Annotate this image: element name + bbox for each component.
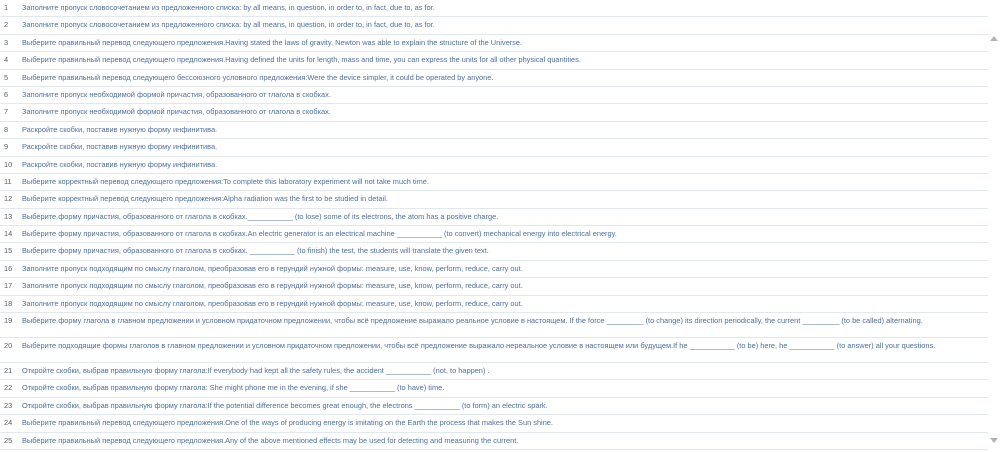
list-item[interactable] xyxy=(0,52,988,69)
question-text[interactable]: Заполните пропуск словосочетанием из предложенного списка: by all means, in question, in order to, in fact, due to, as for. xyxy=(22,3,435,12)
question-text[interactable]: Выберите правильный перевод следующего предложения.One of the ways of producing energy is imitating on the Earth the process that makes the Sun shine. xyxy=(22,418,553,428)
question-number: 13 xyxy=(4,211,13,221)
question-number: 21 xyxy=(4,366,13,376)
list-item[interactable] xyxy=(0,104,988,121)
question-number: 17 xyxy=(4,281,13,291)
question-text[interactable]: Заполните пропуск подходящим по смыслу глаголом, преобразовав его в герундий нужной формы: measure, use, know, perform, reduce, carry out. xyxy=(22,263,523,273)
question-number: 15 xyxy=(4,246,13,256)
question-number: 25 xyxy=(4,435,13,445)
question-text[interactable]: Выберите форму глагола в главном предложении и условном придаточном предложении, чтобы всё предложение выражало реальное условие в настоящем. If the force _________ (to change) its direction periodically, the current _________ (to be called) alternating. xyxy=(22,316,923,326)
question-number: 7 xyxy=(4,107,9,117)
question-number: 12 xyxy=(4,194,13,204)
list-item[interactable] xyxy=(0,0,988,17)
scroll-down-arrow-icon[interactable] xyxy=(990,438,998,443)
list-item[interactable] xyxy=(0,313,988,338)
list-item[interactable] xyxy=(0,338,988,363)
question-text[interactable]: Выберите правильный перевод следующего предложения.Having stated the laws of gravity, Newton was able to explain the structure of the Universe. xyxy=(22,37,523,47)
question-text[interactable]: Выберите форму причастия, образованного от глагола в скобках.___________ (to lose) some of its electrons, the atom has a positive charge. xyxy=(22,211,499,221)
question-text[interactable]: Откройте скобки, выбрав правильную форму глагола:If the potential difference becomes great enough, the electrons ___________ (to form) an electric spark. xyxy=(22,400,548,410)
list-item[interactable] xyxy=(0,87,988,104)
question-text[interactable]: Раскройте скобки, поставив нужную форму инфинитива. xyxy=(22,142,218,152)
question-number: 1 xyxy=(4,3,9,12)
question-number: 10 xyxy=(4,159,13,169)
question-text[interactable]: Откройте скобки, выбрав правильную форму глагола: She might phone me in the evening, if she ___________ (to have) time. xyxy=(22,383,445,393)
question-number: 18 xyxy=(4,298,13,308)
question-number: 24 xyxy=(4,418,13,428)
question-number: 3 xyxy=(4,37,9,47)
question-number: 23 xyxy=(4,400,13,410)
question-number: 11 xyxy=(4,176,12,186)
question-number: 8 xyxy=(4,124,9,134)
question-text[interactable]: Выберите форму причастия, образованного от глагола в скобках. ___________ (to finish) the test, the students will translate the given text. xyxy=(22,246,489,256)
question-text[interactable]: Откройте скобки, выбрав правильную форму глагола:If everybody had kept all the safety rules, the accident ___________ (not, to happen) . xyxy=(22,366,490,376)
question-number: 4 xyxy=(4,55,9,65)
list-item[interactable] xyxy=(0,363,988,380)
list-item[interactable] xyxy=(0,433,988,450)
question-text[interactable]: Выберите корректный перевод следующего предложения:Alpha radiation was the first to be studied in detail. xyxy=(22,194,388,204)
question-text[interactable]: Выберите подходящие формы глаголов в главном предложении и условном придаточном предложении, чтобы всё предложение выражало нереальное условие в настоящем или будущем.If he ___________ (to be) here, he ___________ (to answer) all your questions. xyxy=(22,341,936,351)
list-item[interactable] xyxy=(0,243,988,260)
list-item[interactable] xyxy=(0,35,988,52)
question-number: 2 xyxy=(4,20,9,30)
question-text[interactable]: Раскройте скобки, поставив нужную форму инфинитива. xyxy=(22,124,218,134)
list-item[interactable] xyxy=(0,261,988,278)
question-number: 9 xyxy=(4,142,9,152)
question-text[interactable]: Выберите правильный перевод следующего предложения.Any of the above mentioned effects may be used for detecting and measuring the current. xyxy=(22,435,519,445)
question-text[interactable]: Выберите форму причастия, образованного от глагола в скобках.An electric generator is an electrical machine ___________ (to convert) mechanical energy into electrical energy. xyxy=(22,229,617,239)
question-number: 19 xyxy=(4,316,13,326)
question-number: 5 xyxy=(4,72,9,82)
question-text[interactable]: Заполните пропуск словосочетанием из предложенного списка: by all means, in question, in order to, in fact, due to, as for. xyxy=(22,20,435,30)
list-item[interactable] xyxy=(0,174,988,191)
question-text[interactable]: Заполните пропуск необходимой формой причастия, образованного от глагола в скобках. xyxy=(22,89,331,99)
question-number: 14 xyxy=(4,229,13,239)
list-item[interactable] xyxy=(0,398,988,415)
list-item[interactable] xyxy=(0,380,988,397)
question-text[interactable]: Раскройте скобки, поставив нужную форму инфинитива. xyxy=(22,159,218,169)
list-item[interactable] xyxy=(0,278,988,295)
list-item[interactable] xyxy=(0,209,988,226)
list-item[interactable] xyxy=(0,415,988,432)
list-item[interactable] xyxy=(0,157,988,174)
question-number: 22 xyxy=(4,383,13,393)
list-item[interactable] xyxy=(0,122,988,139)
question-text[interactable]: Заполните пропуск необходимой формой причастия, образованного от глагола в скобках. xyxy=(22,107,331,117)
list-item[interactable] xyxy=(0,70,988,87)
question-number: 20 xyxy=(4,341,13,351)
question-text[interactable]: Выберите правильный перевод следующего предложения.Having defined the units for length, mass and time, you can express the units for all other physical quantities. xyxy=(22,55,581,65)
list-item[interactable] xyxy=(0,139,988,156)
scrollbar[interactable] xyxy=(988,0,1000,452)
question-text[interactable]: Выберите правильный перевод следующего бессоюзного условного предложения:Were the device simpler, it could be operated by anyone. xyxy=(22,72,494,82)
list-item[interactable] xyxy=(0,191,988,208)
question-number: 6 xyxy=(4,89,9,99)
question-text[interactable]: Выберите корректный перевод следующего предложения:To complete this laboratory experiment will not take much time. xyxy=(22,176,429,186)
question-text[interactable]: Заполните пропуск подходящим по смыслу глаголом, преобразовав его в герундий нужной формы: measure, use, know, perform, reduce, carry out. xyxy=(22,298,523,308)
question-number: 16 xyxy=(4,263,13,273)
question-text[interactable]: Заполните пропуск подходящим по смыслу глаголом, преобразовав его в герундий нужной формы: measure, use, know, perform, reduce, carry out. xyxy=(22,281,523,291)
list-item[interactable] xyxy=(0,296,988,313)
list-item[interactable] xyxy=(0,17,988,34)
list-item[interactable] xyxy=(0,226,988,243)
scroll-up-arrow-icon[interactable] xyxy=(990,36,998,41)
